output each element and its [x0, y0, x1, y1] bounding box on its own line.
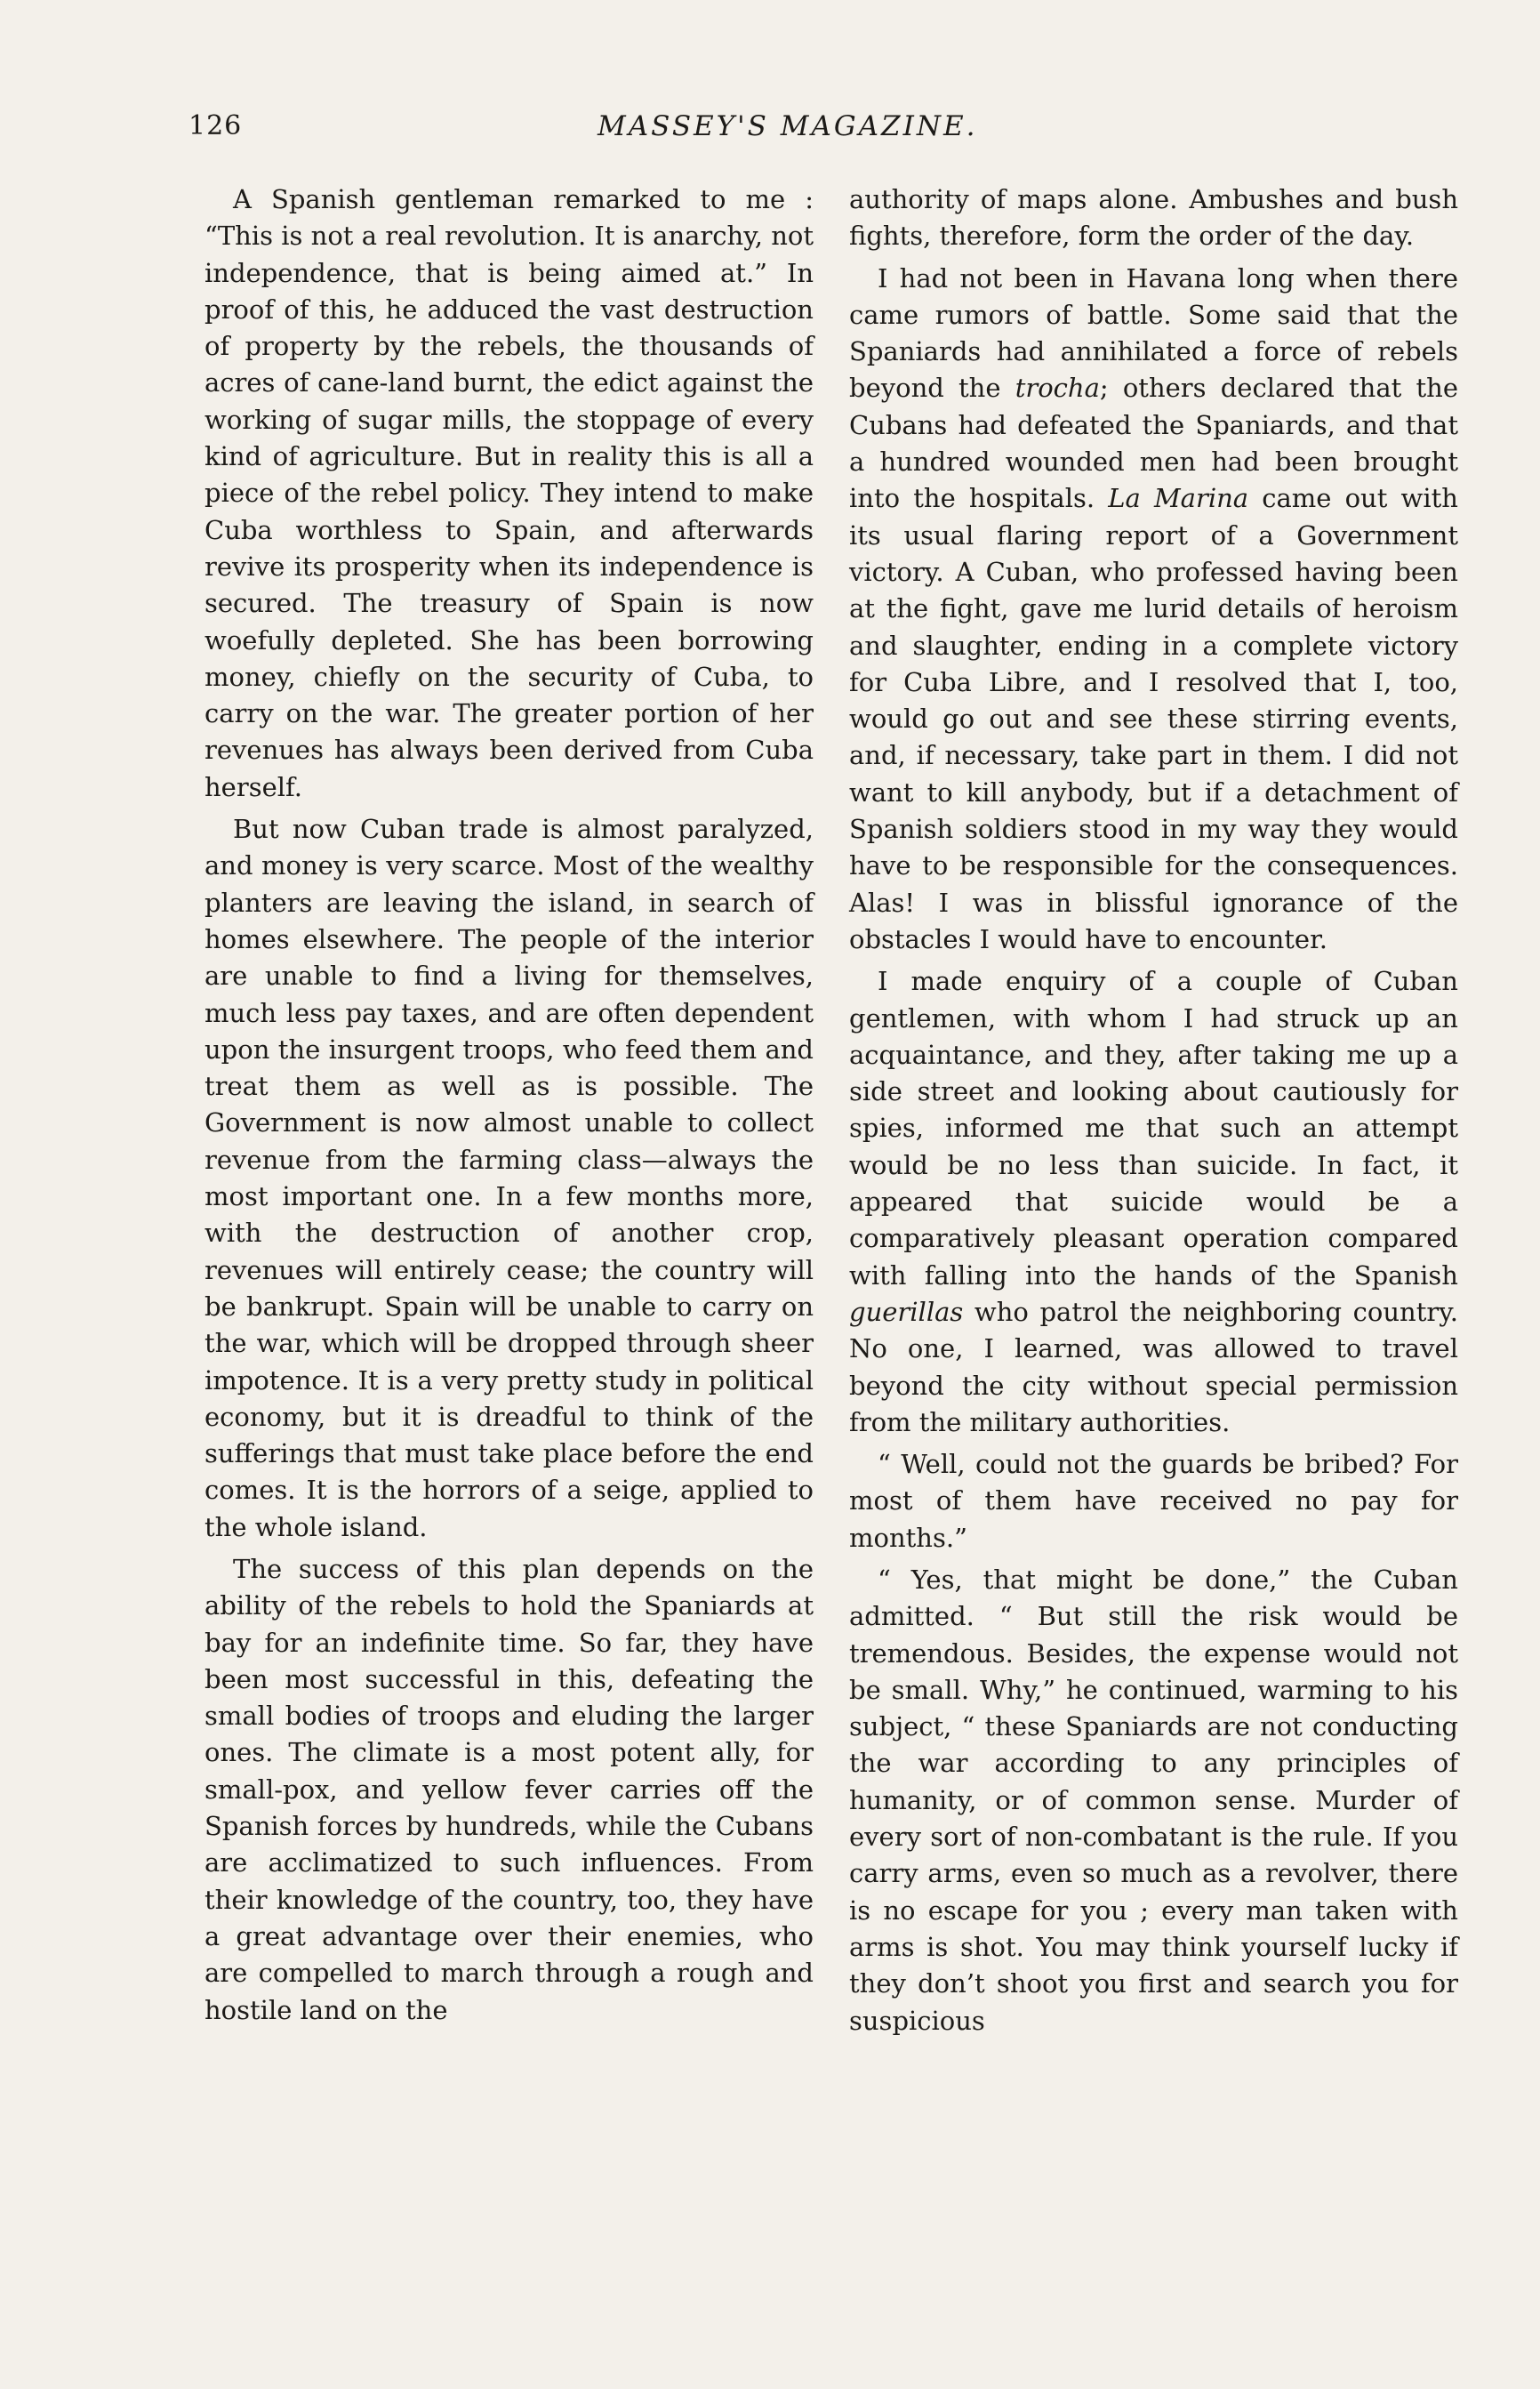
- right-column: [849, 181, 1458, 2045]
- italic-term: La Marina: [1108, 483, 1249, 514]
- paragraph: A Spanish gentleman remarked to me : “This is not a real revolution. It is anarchy, not independence, that is being aimed at.” In proof of this, he adduced the vast destruction of property by the rebels, the thousands of acres of cane-land burnt, the edict against the working of sugar mills, the stoppage of every kind of agriculture. But in reality this is all a piece of the rebel policy. They intend to make Cuba worthless to Spain, and afterwards revive its prosperity when its independence is secured. The treasury of Spain is now woefully depleted. She has been borrowing money, chiefly on the security of Cuba, to carry on the war. The greater portion of her revenues has always been derived from Cuba herself.: [205, 184, 814, 802]
- running-title: MASSEY'S MAGAZINE.: [598, 110, 978, 142]
- text-run: who patrol the neighboring country. No one, I learned, was allowed to travel beyond the city without special permission from the military authorities.: [849, 1296, 1458, 1437]
- paragraph: [849, 261, 1458, 959]
- paragraph: “ Yes, that might be done,” the Cuban admitted. “ But still the risk would be tremendous. Besides, the expense would not be small. Why,” he continued, warming to his subject, “ these Spaniards are not conducting the war according to any principles of humanity, or of common sense. Murder of every sort of non-combatant is the rule. If you carry arms, even so much as a revolver, there is no escape for you ; every man taken with arms is shot. You may think yourself lucky if they don’t shoot you first and search you for suspicious: [849, 1564, 1458, 2036]
- page-header: [188, 110, 1469, 158]
- italic-term: guerillas: [849, 1296, 964, 1327]
- left-column: [205, 181, 814, 2034]
- text-run: came out with its usual flaring report of a Government victory. A Cuban, who professed having been at the fight, gave me lurid details of heroism and slaughter, ending in a complete victory for Cuba Libre, and I resolved that I, too, would go out and see these stirring events, and, if necessary, take part in them. I did not want to kill anybody, but if a detachment of Spanish soldiers stood in my way they would have to be responsible for the consequences. Alas! I was in blissful ignorance of the obstacles I would have to encounter.: [849, 483, 1458, 954]
- paragraph: “ Well, could not the guards be bribed? For most of them have received no pay for months.”: [849, 1449, 1458, 1553]
- text-run: I had not been in Havana long when there came rumors of battle. Some said that the Spaniards had annihilated a force of rebels beyond the: [849, 262, 1458, 404]
- paragraph: [849, 963, 1458, 1441]
- paragraph: But now Cuban trade is almost paralyzed, and money is very scarce. Most of the wealthy planters are leaving the island, in search of homes elsewhere. The people of the interior are unable to find a living for themselves, much less pay taxes, and are often dependent upon the insurgent troops, who feed them and treat them as well as is possible. The Government is now almost unable to collect revenue from the farming class—always the most important one. In a few months more, with the destruction of another crop, revenues will entirely cease; the country will be bankrupt. Spain will be unable to carry on the war, which will be dropped through sheer impotence. It is a very pretty study in political economy, but it is dreadful to think of the sufferings that must take place before the end comes. It is the horrors of a seige, applied to the whole island.: [205, 814, 814, 1542]
- text-run: ; others declared that the Cubans had defeated the Spaniards, and that a hundred wounded men had been brought into the hospitals.: [849, 373, 1458, 514]
- page-number: 126: [188, 110, 243, 141]
- italic-term: trocha: [1015, 373, 1100, 404]
- text-run: I made enquiry of a couple of Cuban gentlemen, with whom I had struck up an acquaintance, and they, after taking me up a side street and looking about cautiously for spies, informed me that such an attempt would be no less than suicide. In fact, it appeared that suicide would be a comparatively pleasant operation compared with falling into the hands of the Spanish: [849, 966, 1458, 1291]
- paragraph: authority of maps alone. Ambushes and bush fights, therefore, form the order of the day.: [849, 184, 1458, 252]
- paragraph: The success of this plan depends on the ability of the rebels to hold the Spaniards at bay for an indefinite time. So far, they have been most successful in this, defeating the small bodies of troops and eluding the larger ones. The climate is a most potent ally, for small-pox, and yellow fever carries off the Spanish forces by hundreds, while the Cubans are acclimatized to such influences. From their knowledge of the country, too, they have a great advantage over their enemies, who are compelled to march through a rough and hostile land on the: [205, 1553, 814, 2025]
